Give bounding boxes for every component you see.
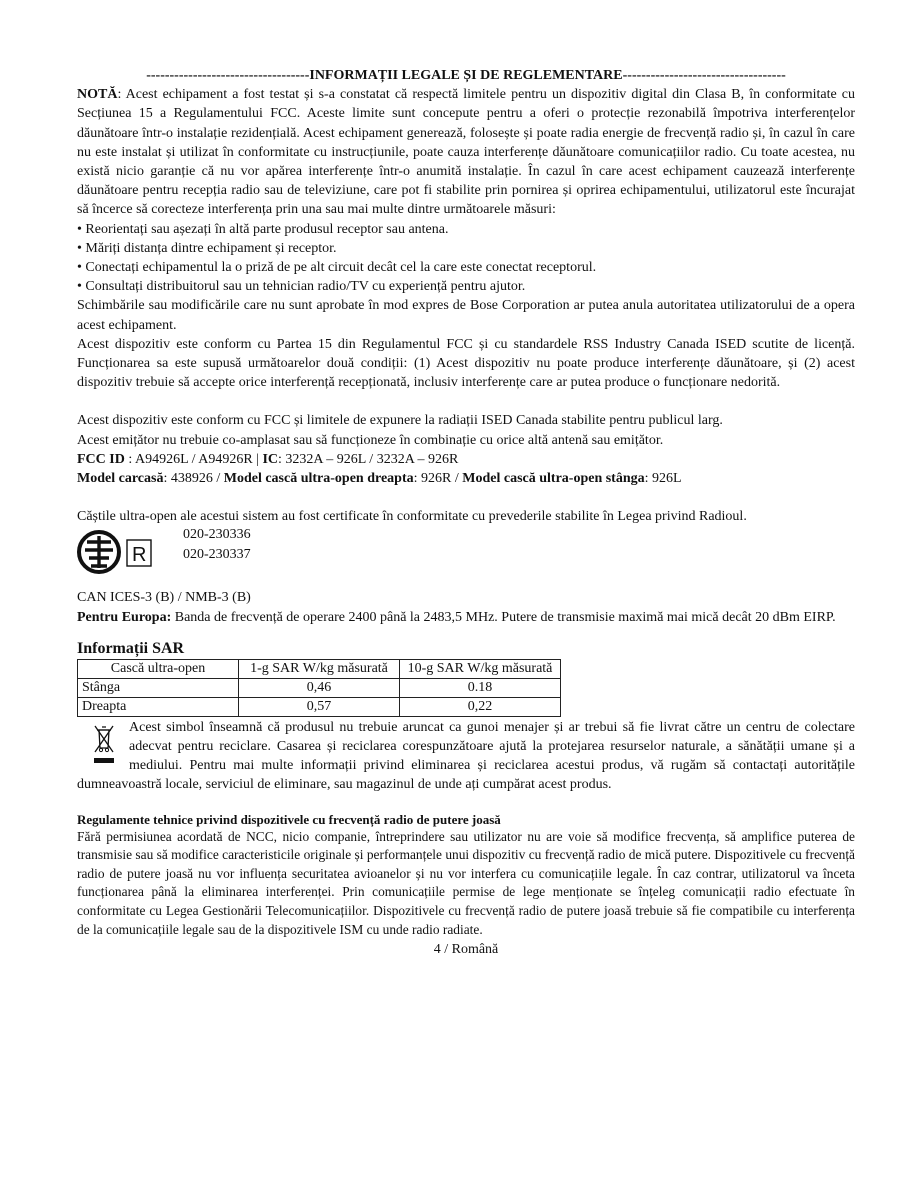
sar-row: [78, 678, 561, 697]
models-line: [77, 469, 855, 488]
certification-code: 020-230336: [183, 527, 251, 543]
measure-item: • Reorientați sau așezați în altă parte produsul receptor sau antena.: [77, 221, 449, 237]
note-text: : Acest echipament a fost testat și s-a constatat că respectă limitele pentru un dispozitiv digital din Clasa B, în conformitate cu Secțiunea 15 a Regulamentului FCC. Aceste limite sunt concepute pentru a oferi o protecție rezonabilă împotriva interferențelor dăunătoare într-o instalație rezidențială. Acest echipament generează, folosește și poate radia energie de frecvență radio și, în cazul în care nu este instalat și utilizat în conformitate cu instrucțiunile, poate cauza interferențe dăunătoare comunicațiilor radio. Cu toate acestea, nu există nicio garanție că nu vor apărea interferențe într-o anumită instalație. În cazul în care acest echipament cauzează interferențe dăunătoare pentru recepția radio sau de televiziune, care pot fi stabilite prin pornirea și oprirea echipamentului, utilizatorul este încurajat să încerce să corecteze interferența prin una sau mai multe dintre următoarele măsuri:: [77, 87, 855, 218]
ncc-title: Regulamente tehnice privind dispozitivele cu frecvență radio de putere joasă: [77, 811, 501, 827]
ic-label: IC: [262, 451, 279, 467]
changes-paragraph: Schimbările sau modificările care nu sunt aprobate în mod expres de Bose Corporation ar putea anula autoritatea utilizatorului de a opera acest echipament.: [77, 298, 855, 333]
ncc-paragraph: Fără permisiunea acordată de NCC, nicio companie, întreprindere sau utilizator nu are voie să modifice frecvența, să amplifice puterea de transmisie sau să modifice caracteristicile originale și performanțele unui dispozitiv cu frecvență radio de mică putere. Dispozitivele cu frecvență radio de putere joasă nu vor influența securitatea avioanelor și nu vor interfera cu comunicațiile legale. În caz contrar, utilizatorul va înceta funcționarea până la eliminarea interferenței. Prin comunicațiile permise de lege menționate se înțeleg comunicații radio efectuate în conformitate cu Legea Gestionării Telecomunicațiilor. Dispozitivele cu frecvență radio de putere joasă trebuie să fie compatibile cu interferența de la comunicațiile legale sau de la dispozitivele ISM cu unde radio radiate.: [77, 828, 855, 937]
certification-code: 020-230337: [183, 546, 251, 562]
weee-notice: [77, 718, 855, 795]
crossed-bin-icon: [93, 722, 115, 766]
sar-row: [78, 697, 561, 716]
weee-text: Acest simbol înseamnă că produsul nu trebuie aruncat ca gunoi menajer și ar trebui să fie livrat către un centru de colectare adecvat pentru reciclare. Casarea și reciclarea corespunzătoare ajută la protejarea resurselor naturale, a sănătății umane și a mediului. Pentru mai multe informații privind eliminarea și reciclarea acestui produs, vă rugăm să contactați autoritățile dumneavoastră locale, serviciul de eliminare, sau magazinul de unde ați cumpărat acest produs.: [77, 719, 855, 793]
fcc-label: FCC ID: [77, 451, 125, 467]
compliance-paragraph: Acest dispozitiv este conform cu Partea 15 din Regulamentul FCC și cu standardele RSS Industry Canada ISED scutite de licență. Funcționarea sa este supusă următoarelor două condiții: (1) Acest dispozitiv nu poate produce interferențe dăunătoare, și (2) acest dispozitiv trebuie să accepte orice interferență recepționată, inclusiv interferențe care ar putea produce o funcționare nedorită.: [77, 336, 855, 391]
japan-certification: [77, 526, 855, 588]
sar-header-cell: 1-g SAR W/kg măsurată: [239, 659, 400, 678]
svg-text:R: R: [132, 544, 147, 567]
sar-1g-cell: 0,46: [239, 678, 400, 697]
case-model-value: : 438926 /: [163, 471, 224, 487]
sar-side-cell: Dreapta: [78, 697, 239, 716]
sar-10g-cell: 0,22: [400, 697, 561, 716]
radio-law-paragraph: Căștile ultra-open ale acestui sistem au fost certificate în conformitate cu prevederile stabilite în Legea privind Radioul.: [77, 509, 747, 525]
ic-value: : 3232A – 926L / 3232A – 926R: [278, 451, 459, 467]
europe-paragraph: [77, 608, 855, 627]
left-model-label: Model cască ultra-open stânga: [462, 471, 645, 487]
sar-1g-cell: 0,57: [239, 697, 400, 716]
measure-item: • Măriți distanța dintre echipament și receptor.: [77, 240, 337, 256]
right-model-value: : 926R /: [413, 471, 463, 487]
fcc-value: : A94926L / A94926R |: [124, 451, 263, 467]
sar-table: [77, 659, 561, 717]
section-title: -----------------------------------INFORMAȚII LEGALE ȘI DE REGLEMENTARE-----------------------------------: [146, 68, 786, 83]
measure-item: • Conectați echipamentul la o priză de pe alt circuit decât cel la care este conectat receptorul.: [77, 260, 597, 276]
can-ices-line: CAN ICES-3 (B) / NMB-3 (B): [77, 590, 251, 606]
sar-title: Informații SAR: [77, 639, 185, 657]
spacer: [77, 488, 855, 507]
sar-10g-cell: 0.18: [400, 678, 561, 697]
case-model-label: Model carcasă: [77, 471, 164, 487]
exposure-paragraph: Acest dispozitiv este conform cu FCC și limitele de expunere la radiații ISED Canada stabilite pentru publicul larg.: [77, 413, 723, 429]
sar-header-cell: Cască ultra-open: [78, 659, 239, 678]
document-page: [77, 66, 855, 959]
note-label: NOTĂ: [77, 87, 118, 103]
sar-side-cell: Stânga: [78, 678, 239, 697]
emitter-paragraph: Acest emițător nu trebuie co-amplasat sau să funcționeze în combinație cu orice altă antenă sau emițător.: [77, 432, 664, 448]
giteki-mark-icon: [77, 528, 155, 578]
spacer: [77, 392, 855, 411]
left-model-value: : 926L: [644, 471, 682, 487]
right-model-label: Model cască ultra-open dreapta: [223, 471, 414, 487]
certification-codes: [183, 525, 251, 563]
sar-header-cell: 10-g SAR W/kg măsurată: [400, 659, 561, 678]
fcc-id-line: [77, 450, 855, 469]
europe-label: Pentru Europa:: [77, 609, 172, 625]
measures-list: [77, 220, 855, 297]
page-footer: 4 / Română: [433, 942, 499, 958]
sar-header-row: [78, 659, 561, 678]
note-paragraph: [77, 85, 855, 219]
measure-item: • Consultați distribuitorul sau un tehnician radio/TV cu experiență pentru ajutor.: [77, 279, 526, 295]
europe-text: Banda de frecvență de operare 2400 până la 2483,5 MHz. Putere de transmisie maximă mai mică decât 20 dBm EIRP.: [171, 609, 836, 625]
